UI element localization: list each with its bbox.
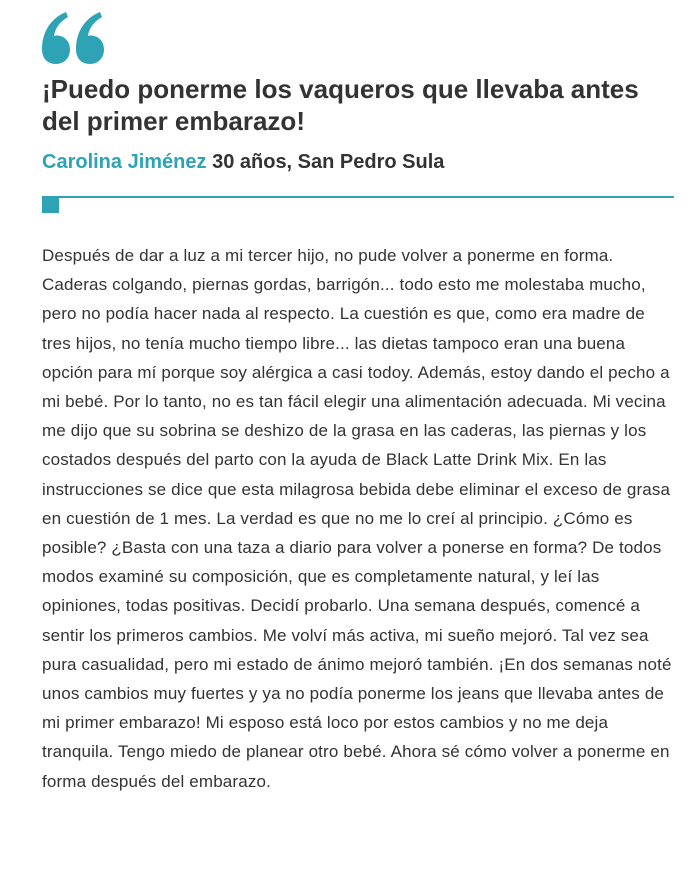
author-byline — [42, 149, 444, 175]
divider-line — [42, 196, 674, 198]
author-details: 30 años, San Pedro Sula — [212, 151, 445, 173]
testimonial-headline: ¡Puedo ponerme los vaqueros que llevaba antes del primer embarazo! — [42, 74, 639, 136]
quote-open-icon — [42, 12, 104, 64]
divider-square-accent — [42, 196, 59, 213]
testimonial-story: Después de dar a luz a mi tercer hijo, no pude volver a ponerme en forma. Caderas colgando, piernas gordas, barrigón... todo esto me molestaba mucho, pero no podía hacer nada al respecto. La cuestión es que, como era madre de tres hijos, no tenía mucho tiempo libre... las dietas tampoco eran una buena opción para mí porque soy alérgica a casi todoy. Además, estoy dando el pecho a mi bebé. Por lo tanto, no es tan fácil elegir una alimentación adecuada. Mi vecina me dijo que su sobrina se deshizo de la grasa en las caderas, las piernas y los costados después del parto con la ayuda de Black Latte Drink Mix. En las instrucciones se dice que esta milagrosa bebida debe eliminar el exceso de grasa en cuestión de 1 mes. La verdad es que no me lo creí al principio. ¿Cómo es posible? ¿Basta con una taza a diario para volver a ponerse en forma? De todos modos examiné su composición, que es completamente natural, y leí las opiniones, todas positivas. Decidí probarlo. Una semana después, comencé a sentir los primeros cambios. Me volví más activa, mi sueño mejoró. Tal vez sea pura casualidad, pero mi estado de ánimo mejoró también. ¡En dos semanas noté unos cambios muy fuertes y ya no podía ponerme los jeans que llevaba antes de mi primer embarazo! Mi esposo está loco por estos cambios y no me deja tranquila. Tengo miedo de planear otro bebé. Ahora sé cómo volver a ponerme en forma después del embarazo. — [42, 246, 672, 791]
author-name: Carolina Jiménez — [42, 151, 207, 173]
